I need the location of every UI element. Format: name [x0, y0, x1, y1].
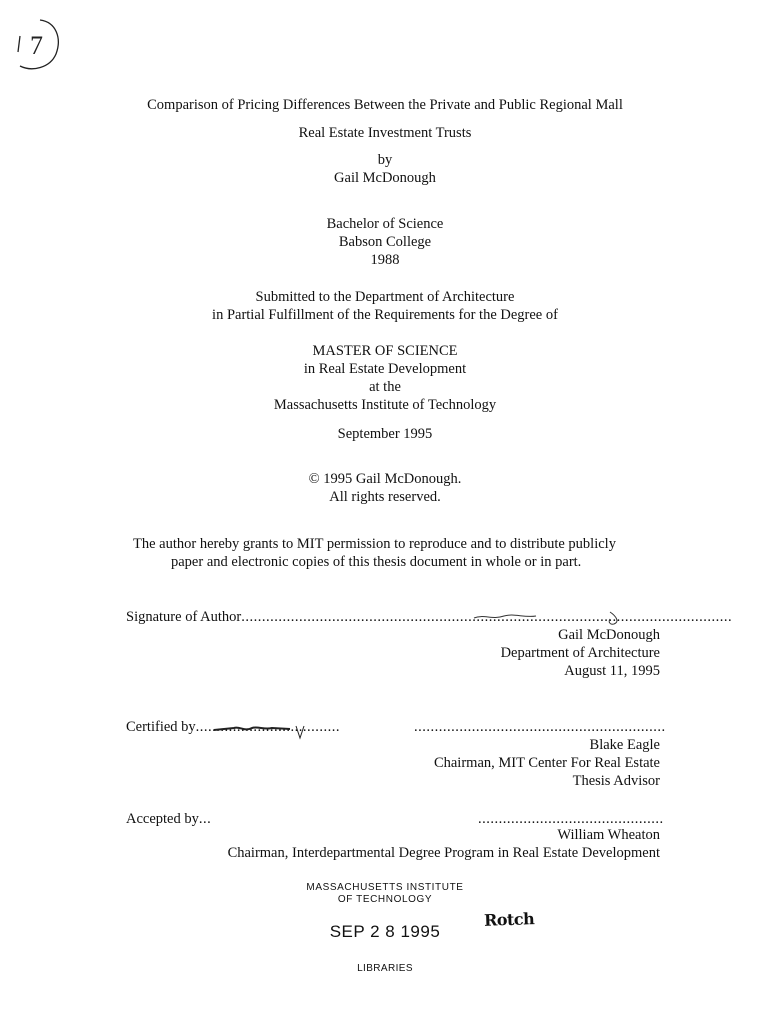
degree-field: in Real Estate Development — [303, 361, 467, 377]
submission-line2: in Partial Fulfillment of the Requirements for the Degree of — [212, 307, 558, 323]
corner-mark-digit: 7 — [30, 31, 43, 60]
author-signature-name: Gail McDonough — [558, 627, 660, 643]
author-signature-scribble — [470, 606, 660, 628]
rights-reserved: All rights reserved. — [329, 489, 441, 505]
certifier-signature-scribble — [210, 718, 310, 742]
certifier-name: Blake Eagle — [589, 737, 660, 753]
signature-author-dotted-line: ....................................................................................................................... — [241, 609, 733, 625]
degree-date: September 1995 — [337, 426, 433, 442]
author-department: Department of Architecture — [500, 645, 660, 661]
prior-degree: Bachelor of Science — [326, 216, 444, 232]
byline-by: by — [377, 152, 393, 168]
degree-institution: Massachusetts Institute of Technology — [273, 397, 497, 413]
certified-by-label-text: Certified by — [126, 719, 196, 735]
certified-by-dotted-line: ................................... — [195, 719, 341, 735]
stamp-institution-line2: OF TECHNOLOGY — [337, 894, 433, 905]
prior-year: 1988 — [370, 252, 400, 268]
circled-number-mark — [10, 14, 70, 76]
accepted-by-label-text: Accepted by — [126, 811, 199, 827]
signature-author-label-text: Signature of Author — [126, 609, 242, 625]
permission-line2: paper and electronic copies of this thesis document in whole or in part. — [171, 554, 582, 570]
copyright-line: © 1995 Gail McDonough. — [308, 471, 462, 487]
submission-line1: Submitted to the Department of Architecture — [255, 289, 515, 305]
accepted-by-dotted-line: ... — [198, 811, 212, 827]
stamp-rotch-tag: Rotch — [483, 909, 535, 930]
certifier-title: Chairman, MIT Center For Real Estate — [433, 755, 660, 771]
thesis-title-line1: Comparison of Pricing Differences Between the Private and Public Regional Mall — [147, 97, 623, 113]
stamp-institution: MASSACHUSETTS INSTITUTE — [306, 882, 464, 893]
thesis-title-line2: Real Estate Investment Trusts — [298, 125, 472, 141]
certifier-role: Thesis Advisor — [572, 773, 660, 789]
acceptor-title: Chairman, Interdepartmental Degree Program in Real Estate Development — [227, 845, 660, 861]
stamp-libraries: LIBRARIES — [357, 963, 413, 974]
permission-line1: The author hereby grants to MIT permission to reproduce and to distribute publicly — [133, 536, 616, 552]
accepted-by-label — [126, 810, 211, 828]
degree-at: at the — [369, 379, 401, 395]
author-signature-date: August 11, 1995 — [564, 663, 660, 679]
acceptor-signature-line: ............................................. — [478, 811, 664, 827]
prior-school: Babson College — [338, 234, 432, 250]
acceptor-name: William Wheaton — [557, 827, 660, 843]
stamp-received-date: SEP 2 8 1995 — [329, 922, 441, 941]
author-name: Gail McDonough — [334, 170, 436, 186]
degree-name: MASTER OF SCIENCE — [312, 343, 458, 359]
certifier-signature-line: ............................................................. — [414, 719, 666, 735]
